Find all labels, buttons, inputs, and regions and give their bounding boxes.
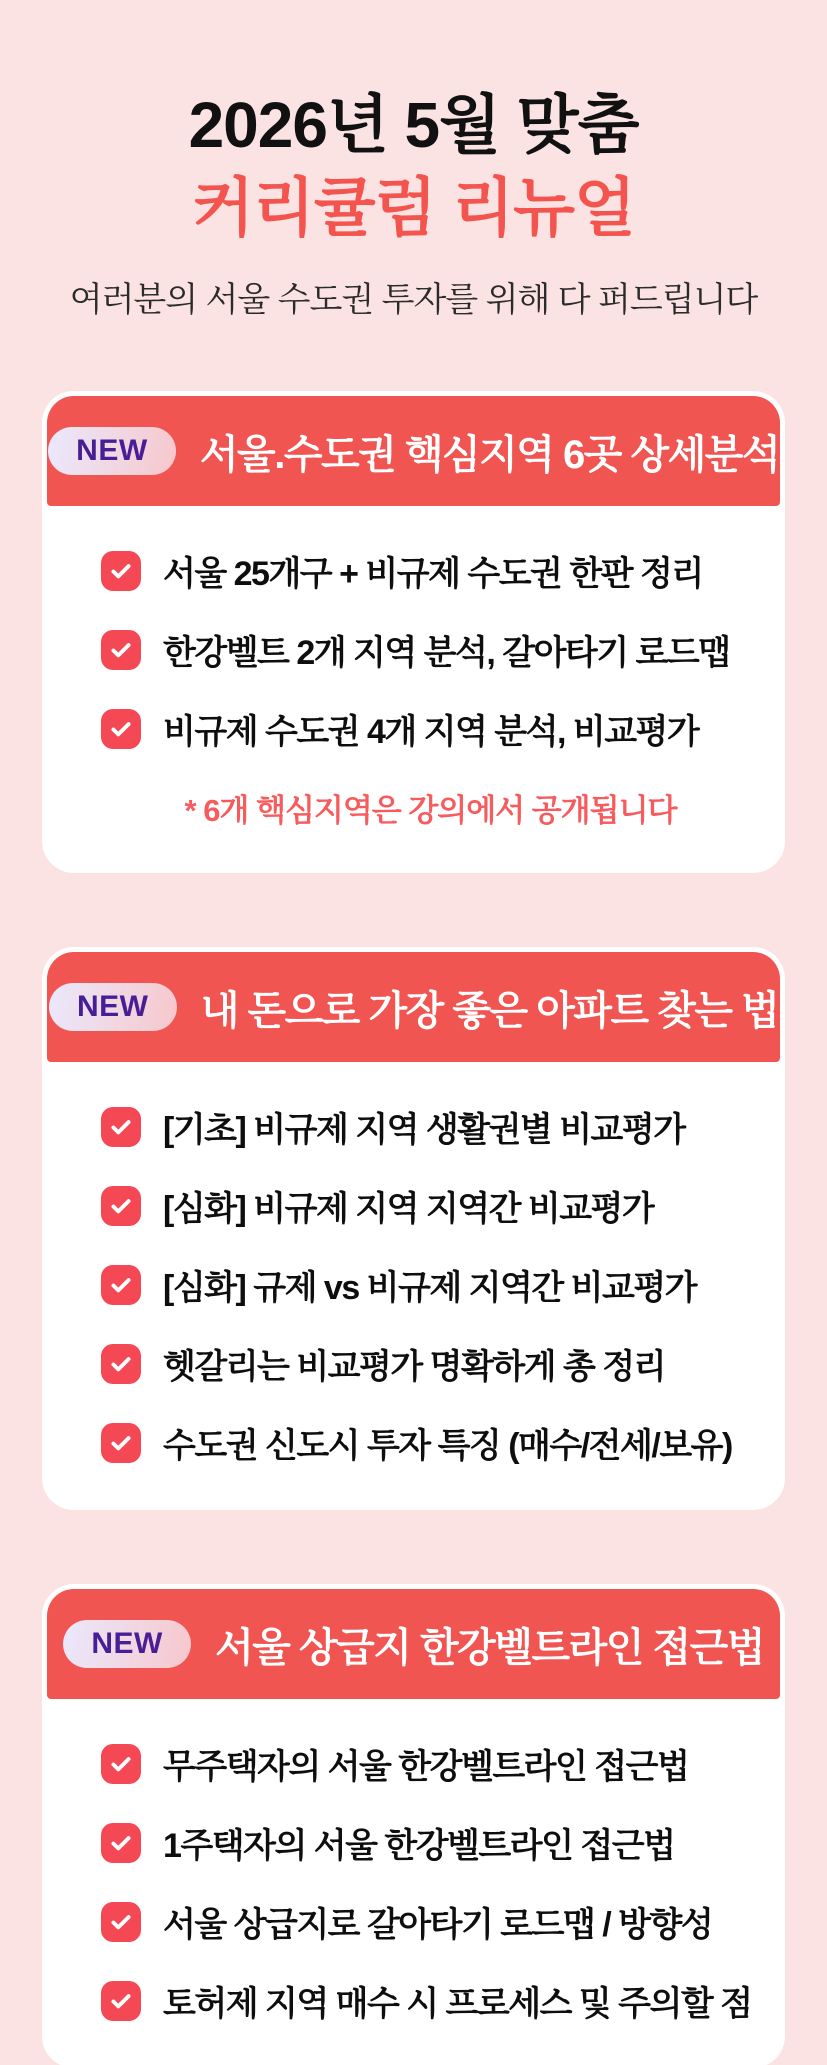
card-header [47, 1589, 780, 1699]
list-item [101, 546, 760, 595]
list-item-label: 한강벨트 2개 지역 분석, 갈아타기 로드맵 [163, 634, 730, 673]
list-item-label: 무주택자의 서울 한강벨트라인 접근법 [163, 1748, 689, 1787]
checkmark-icon [101, 1344, 141, 1384]
list-item [101, 704, 760, 753]
list-item-label: 서울 상급지로 갈아타기 로드맵 / 방향성 [163, 1906, 713, 1945]
list-item-label: 토허제 지역 매수 시 프로세스 및 주의할 점 [163, 1985, 752, 2024]
checkmark-icon [101, 1902, 141, 1942]
checkmark-icon [101, 709, 141, 749]
list-item [101, 1739, 760, 1788]
page-title-accent: 커리큘럼 리뉴얼 [192, 172, 635, 245]
checkmark-icon [101, 630, 141, 670]
card-title: 서울.수도권 핵심지역 6곳 상세분석 [199, 432, 780, 477]
list-item-label: 1주택자의 서울 한강벨트라인 접근법 [163, 1827, 675, 1866]
checkmark-icon [101, 1823, 141, 1863]
list-item [101, 1418, 760, 1467]
page-title: 2026년 5월 맞춤 [188, 89, 639, 161]
list-item [101, 1818, 760, 1867]
list-item [101, 1976, 760, 2025]
checkmark-icon [101, 1423, 141, 1463]
card-header [47, 952, 780, 1062]
list-item-label: [기초] 비규제 지역 생활권별 비교평가 [163, 1111, 685, 1150]
card-list [0, 391, 827, 2065]
card-hangang-beltline [42, 1584, 785, 2065]
checkmark-icon [101, 1107, 141, 1147]
card-title: 내 돈으로 가장 좋은 아파트 찾는 법 [200, 988, 779, 1033]
checkmark-icon [101, 1265, 141, 1305]
list-item [101, 1102, 760, 1151]
list-item-label: 서울 25개구 + 비규제 수도권 한판 정리 [163, 555, 703, 594]
list-item [101, 1181, 760, 1230]
card-header [47, 396, 780, 506]
checkmark-icon [101, 1981, 141, 2021]
list-item-label: 헷갈리는 비교평가 명확하게 총 정리 [163, 1348, 665, 1387]
new-badge: NEW [49, 983, 177, 1031]
list-item [101, 625, 760, 674]
new-badge: NEW [48, 427, 176, 475]
card-body [47, 1062, 780, 1505]
card-note: * 6개 핵심지역은 강의에서 공개됩니다 [184, 793, 677, 829]
card-body [47, 1699, 780, 2063]
list-item-label: 수도권 신도시 투자 특징 (매수/전세/보유) [163, 1427, 732, 1466]
checkmark-icon [101, 1186, 141, 1226]
card-title: 서울 상급지 한강벨트라인 접근법 [215, 1625, 764, 1670]
list-item [101, 1339, 760, 1388]
list-item-label: [심화] 비규제 지역 지역간 비교평가 [163, 1190, 654, 1229]
card-core-regions [42, 391, 785, 873]
list-item [101, 1897, 760, 1946]
checkmark-icon [101, 1744, 141, 1784]
card-body [47, 506, 780, 868]
list-item [101, 1260, 760, 1309]
checkmark-icon [101, 551, 141, 591]
list-item-label: 비규제 수도권 4개 지역 분석, 비교평가 [163, 713, 699, 752]
list-item-label: [심화] 규제 vs 비규제 지역간 비교평가 [163, 1269, 697, 1308]
card-best-apartment [42, 947, 785, 1510]
hero-section [0, 0, 827, 321]
page-subtitle: 여러분의 서울 수도권 투자를 위해 다 퍼드립니다 [69, 281, 758, 320]
new-badge: NEW [63, 1620, 191, 1668]
